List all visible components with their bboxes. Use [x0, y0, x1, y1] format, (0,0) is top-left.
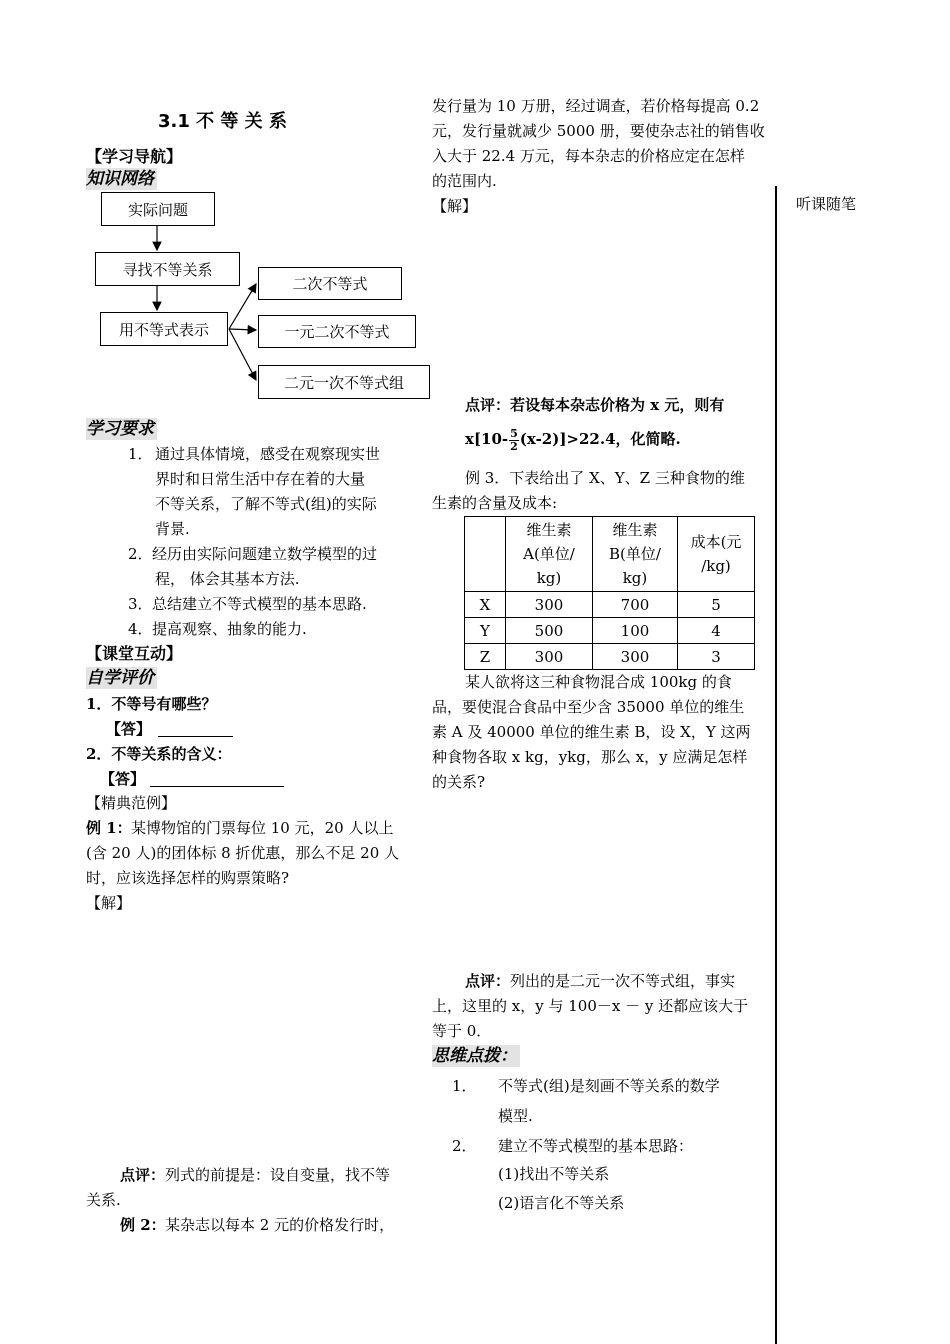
- thinking-1-num: 1．: [452, 1077, 477, 1095]
- example-3-after-3: 素 A 及 40000 单位的维生素 B，设 X，Y 这两: [432, 723, 751, 741]
- comment-1-line-1: 列式的前提是：设自变量，找不等: [165, 1166, 391, 1184]
- comment-3-line-2: 上，这里的 x，y 与 100－x － y 还都应该大于: [432, 997, 749, 1015]
- margin-divider: [775, 186, 777, 1344]
- example-2-solution: 【解】: [432, 197, 478, 215]
- table-cell: X: [465, 592, 506, 618]
- table-row: [465, 592, 755, 618]
- comment-3-line-3: 等于 0．: [432, 1022, 492, 1040]
- example-3-line-2: 生素的含量及成本:: [432, 494, 558, 512]
- table-cell: 4: [678, 618, 755, 644]
- knowledge-heading: 知识网络: [86, 168, 157, 190]
- req-2-line-2: 程， 体会其基本方法.: [155, 570, 300, 588]
- side-note: 听课随笔: [796, 195, 857, 213]
- example-2-line-2: 元，发行量就减少 5000 册，要使杂志社的销售收: [432, 122, 765, 140]
- comment-3-line-1: 列出的是二元一次不等式组，事实: [510, 972, 736, 990]
- example-2-label: 例 2：: [120, 1216, 166, 1234]
- table-cell: 100: [593, 618, 678, 644]
- header-cost-1: 成本(元: [690, 533, 742, 551]
- answer-1-blank[interactable]: [158, 720, 233, 737]
- nav-heading: 【学习导航】: [86, 147, 183, 166]
- answer-2-label: 【答】: [100, 770, 146, 788]
- comment-3-label: 点评：: [465, 972, 511, 990]
- formula-suffix: (x-2)]>22.4，化简略.: [519, 430, 681, 448]
- example-1-label: 例 1：: [86, 819, 132, 837]
- example-3-after-4: 种食物各取 x kg，ykg，那么 x，y 应满足怎样: [432, 748, 748, 766]
- self-eval-heading: 自学评价: [86, 667, 157, 689]
- flow-box-problem: 实际问题: [101, 192, 215, 226]
- example-3-after-5: 的关系?: [432, 773, 486, 791]
- flow-box-quadratic: 二次不等式: [258, 267, 402, 300]
- header-cost-2: /kg): [701, 557, 731, 575]
- flow-box-one-var-quadratic: 一元二次不等式: [258, 315, 416, 348]
- example-1-line-1: 某博物馆的门票每位 10 元，20 人以上: [131, 819, 394, 837]
- example-1-solution: 【解】: [86, 894, 132, 912]
- table-cell: 300: [593, 644, 678, 670]
- fraction-numerator: 5: [510, 426, 518, 440]
- question-2: 2．不等关系的含义：: [86, 745, 232, 763]
- example-1-line-3: 时，应该选择怎样的购票策略?: [86, 869, 290, 887]
- thinking-sub-1: (1)找出不等关系: [498, 1165, 610, 1183]
- comment-1-line-2: 关系.: [86, 1191, 121, 1209]
- req-4-num: 4．: [128, 620, 153, 638]
- class-heading: 【课堂互动】: [86, 644, 183, 663]
- fraction-denominator: 2: [510, 439, 518, 453]
- fraction: [509, 428, 519, 453]
- comment-1-label: 点评：: [120, 1166, 166, 1184]
- flow-arrows: [0, 0, 460, 420]
- flow-box-two-var-linear-system: 二元一次不等式组: [258, 365, 430, 399]
- req-2-line-1: 经历由实际问题建立数学模型的过: [152, 545, 378, 563]
- comment-2-line-1: 点评：若设每本杂志价格为 x 元，则有: [465, 396, 725, 414]
- formula-prefix: x[10-: [465, 430, 509, 448]
- table-cell: 700: [593, 592, 678, 618]
- thinking-heading: 思维点拨：: [432, 1045, 520, 1067]
- example-2-line-4: 的范围内.: [432, 172, 497, 190]
- table-cell: 500: [506, 618, 593, 644]
- req-1-line-3: 不等关系，了解不等式(组)的实际: [155, 495, 377, 513]
- req-3-num: 3．: [128, 595, 153, 613]
- example-3-after-1: 某人欲将这三种食物混合成 100kg 的食: [465, 673, 732, 691]
- answer-1-label: 【答】: [106, 720, 152, 738]
- table-cell: 300: [506, 644, 593, 670]
- table-row: [465, 618, 755, 644]
- comment-2-formula: [465, 422, 681, 456]
- table-cell: Z: [465, 644, 506, 670]
- req-1-line-4: 背景.: [155, 520, 190, 538]
- req-1-line-2: 界时和日常生活中存在着的大量: [155, 470, 366, 488]
- example-3-line-1: 例 3．下表给出了 X、Y、Z 三种食物的维: [465, 469, 745, 487]
- vitamin-table: [464, 516, 755, 670]
- examples-heading: 【精典范例】: [86, 794, 177, 812]
- table-header-cell: [678, 517, 755, 592]
- example-2-line-1: 发行量为 10 万册，经过调查，若价格每提高 0.2: [432, 97, 760, 115]
- table-header-row: [465, 517, 755, 592]
- page-title: 3.1 不 等 关 系: [158, 111, 287, 132]
- header-vitB-1: 维生素: [612, 521, 658, 539]
- req-1-line-1: 通过具体情境，感受在观察现实世: [155, 445, 381, 463]
- thinking-2-num: 2．: [452, 1137, 477, 1155]
- header-vitB-2: B(单位/: [609, 545, 661, 563]
- table-cell: Y: [465, 618, 506, 644]
- example-1-line-2: (含 20 人)的团体标 8 折优惠，那么不足 20 人: [86, 844, 400, 862]
- table-row: [465, 644, 755, 670]
- table-header-cell: [593, 517, 678, 592]
- flow-box-find-relation: 寻找不等关系: [95, 252, 240, 286]
- table-header-cell: [506, 517, 593, 592]
- header-vitA-1: 维生素: [526, 521, 572, 539]
- req-4-line-1: 提高观察、抽象的能力.: [152, 620, 307, 638]
- thinking-2-line-1: 建立不等式模型的基本思路：: [498, 1137, 694, 1155]
- table-header-cell: [465, 517, 506, 592]
- requirements-heading: 学习要求: [86, 418, 157, 440]
- header-vitA-3: kg): [536, 569, 562, 587]
- header-vitB-3: kg): [622, 569, 648, 587]
- thinking-sub-2: (2)语言化不等关系: [498, 1194, 625, 1212]
- example-2-first-line: 某杂志以每本 2 元的价格发行时，: [165, 1216, 395, 1234]
- thinking-1-line-2: 模型.: [498, 1107, 533, 1125]
- example-3-after-2: 品，要使混合食品中至少含 35000 单位的维生: [432, 698, 745, 716]
- table-cell: 300: [506, 592, 593, 618]
- example-2-line-3: 入大于 22.4 万元，每本杂志的价格应定在怎样: [432, 147, 745, 165]
- header-vitA-2: A(单位/: [523, 545, 575, 563]
- req-3-line-1: 总结建立不等式模型的基本思路.: [152, 595, 367, 613]
- thinking-1-line-1: 不等式(组)是刻画不等关系的数学: [498, 1077, 720, 1095]
- req-1-num: 1．: [128, 445, 153, 463]
- table-cell: 3: [678, 644, 755, 670]
- answer-2-blank[interactable]: [150, 770, 284, 787]
- req-2-num: 2．: [128, 545, 153, 563]
- table-cell: 5: [678, 592, 755, 618]
- question-1: 1．不等号有哪些？: [86, 695, 217, 713]
- flow-box-represent: 用不等式表示: [100, 312, 228, 346]
